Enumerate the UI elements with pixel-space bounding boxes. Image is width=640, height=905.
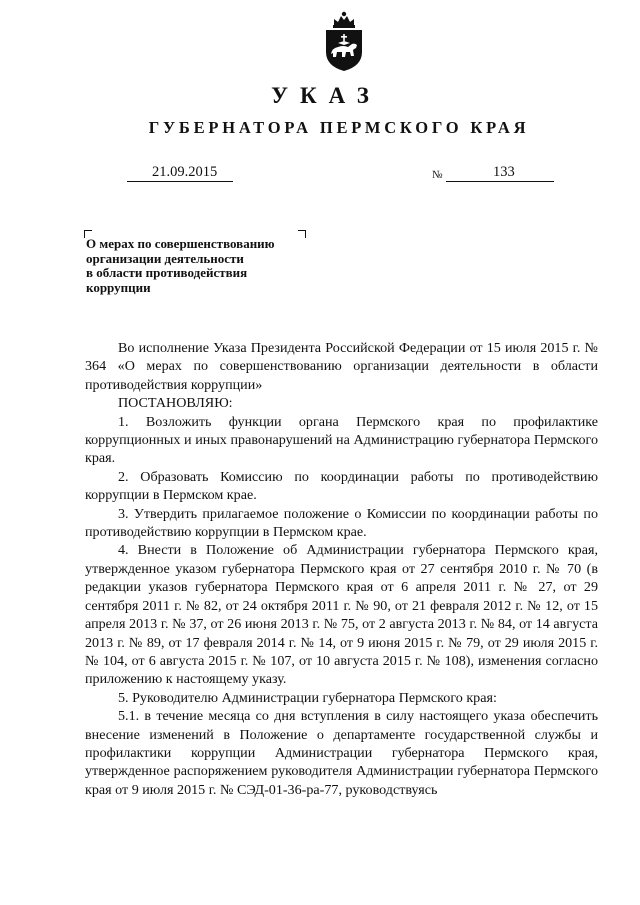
body-paragraph: 4. Внести в Положение об Администрации губернатора Пермского края, утвержденное указом губернатора Пермского края от 27 сентября 2010 г. № 70 (в редакции указов губернатора Пермского края от 6 апреля 2011 г. № 27, от 29 сентября 2011 г. № 82, от 24 октября 2011 г. № 90, от 21 февраля 2012 г. № 12, от 15 апреля 2013 г. № 37, от 26 июня 2013 г. № 75, от 2 августа 2013 г. № 84, от 14 августа 2013 г. № 89, от 17 февраля 2014 г. № 14, от 9 июня 2015 г. № 79, от 29 июля 2015 г. № 104, от 6 августа 2015 г. № 107, от 10 августа 2015 г. № 108), изменения согласно приложению к настоящему указу.: [85, 542, 598, 688]
document-subtitle: ГУБЕРНАТОРА ПЕРМСКОГО КРАЯ: [148, 118, 530, 137]
body-paragraph: 3. Утвердить прилагаемое положение о Комиссии по координации работы по противодействию коррупции в Пермском крае.: [85, 505, 598, 541]
number-sign: №: [432, 169, 443, 181]
decree-word: ПОСТАНОВЛЯЮ:: [118, 395, 233, 412]
body-paragraph: Во исполнение Указа Президента Российской Федерации от 15 июля 2015 г. № 364 «О мерах по совершенствованию организации деятельности в области противодействия коррупции»: [85, 340, 598, 393]
heading-line: в области противодействия: [86, 265, 248, 280]
heading-line: О мерах по совершенствованию: [86, 236, 275, 251]
coat-of-arms-icon: [322, 10, 366, 72]
body-paragraph: 1. Возложить функции органа Пермского края по профилактике коррупционных и иных правонарушений на Администрацию губернатора Пермского края.: [85, 413, 598, 467]
number-underline: [446, 181, 554, 182]
decree-number: 133: [493, 164, 515, 180]
body-paragraph: 5. Руководителю Администрации губернатора Пермского края:: [118, 689, 497, 706]
heading-line: организации деятельности: [86, 250, 244, 266]
decree-date: 21.09.2015: [152, 164, 218, 180]
decree-body: [85, 339, 598, 799]
decree-heading: [86, 237, 326, 295]
date-underline: [127, 181, 233, 182]
body-paragraph: 2. Образовать Комиссию по координации работы по противодействию коррупции в Пермском крае.: [85, 468, 598, 504]
body-paragraph: 5.1. в течение месяца со дня вступления в силу настоящего указа обеспечить внесение изменений в Положение о департаменте государственной службы и профилактики коррупции Администрации губернатора Пермского края, утвержденное распоряжением руководителя Администрации губернатора Пермского края от 9 июля 2015 г. № СЭД-01-36-ра-77, руководствуясь: [85, 708, 598, 798]
heading-line: коррупции: [86, 279, 151, 295]
document-title: УКАЗ: [271, 83, 381, 108]
